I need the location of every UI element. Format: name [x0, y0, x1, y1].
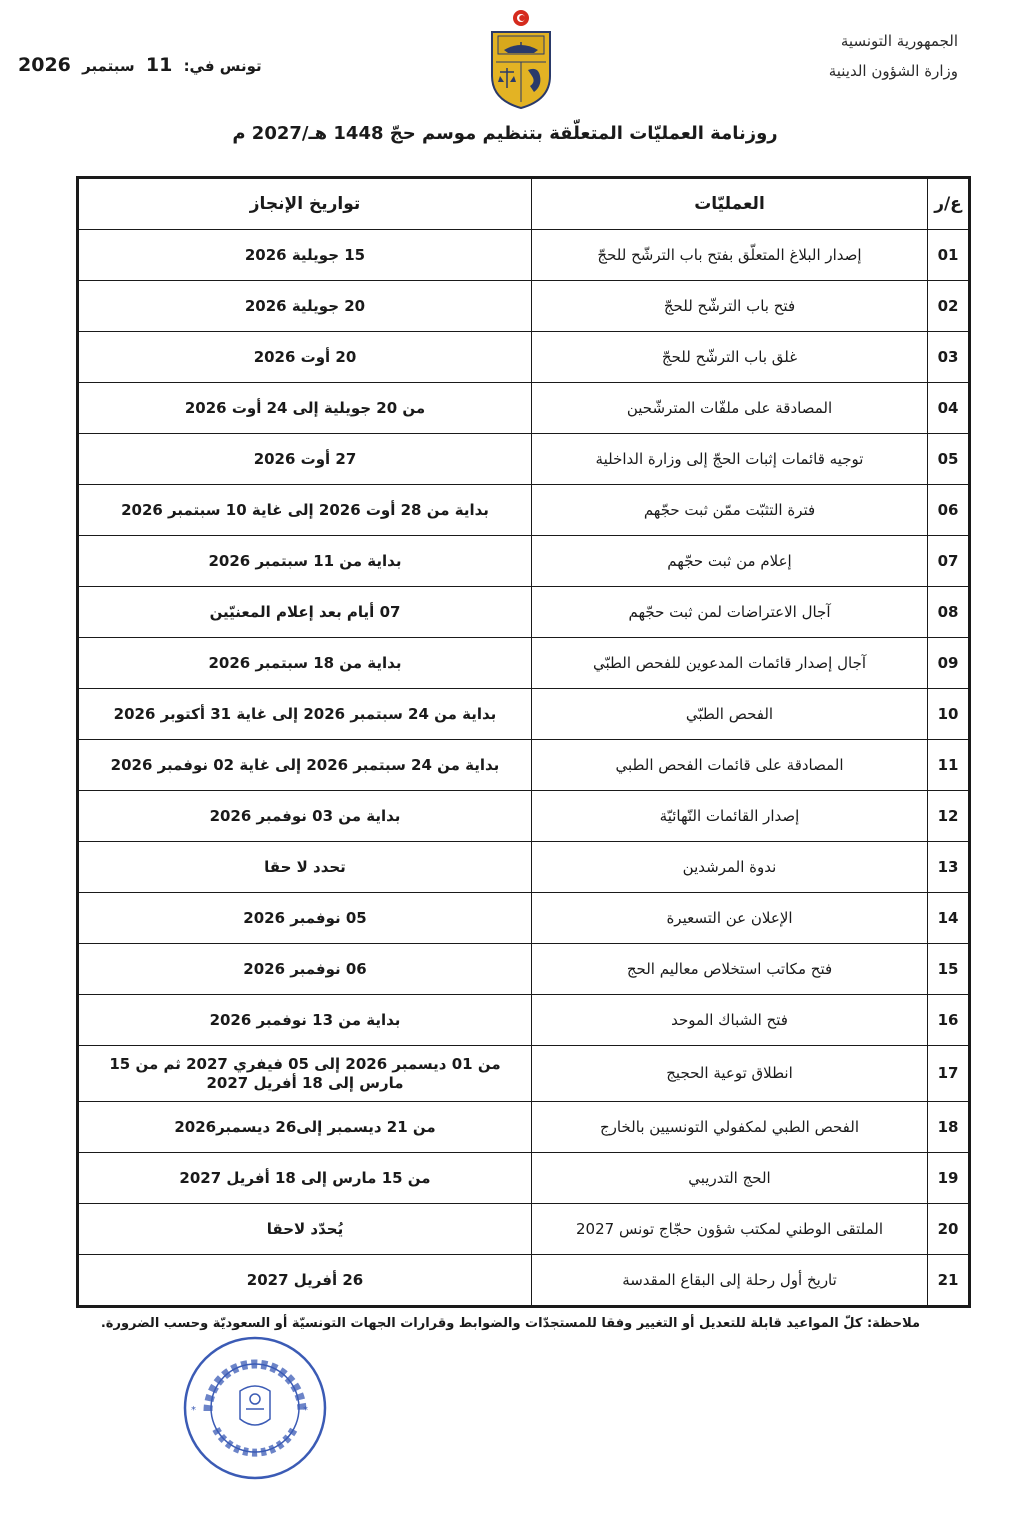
row-number: 03 — [928, 332, 970, 383]
row-number: 20 — [928, 1204, 970, 1255]
operations-calendar-table — [76, 176, 971, 1308]
row-dates: بداية من 24 سبتمبر 2026 إلى غاية 02 نوفمبر 2026 — [78, 740, 532, 791]
table-row — [78, 383, 970, 434]
row-number: 01 — [928, 230, 970, 281]
row-number: 04 — [928, 383, 970, 434]
row-operation: إصدار القائمات النّهائيّة — [532, 791, 928, 842]
row-dates: 05 نوفمبر 2026 — [78, 893, 532, 944]
row-dates: 07 أيام بعد إعلام المعنيّين — [78, 587, 532, 638]
row-operation: فتح الشباك الموحد — [532, 995, 928, 1046]
date-day: 11 — [145, 54, 173, 76]
row-dates: بداية من 18 سبتمبر 2026 — [78, 638, 532, 689]
row-operation: توجيه قائمات إثبات الحجّ إلى وزارة الداخلية — [532, 434, 928, 485]
table-row — [78, 1102, 970, 1153]
row-dates: بداية من 24 سبتمبر 2026 إلى غاية 31 أكتوبر 2026 — [78, 689, 532, 740]
date-year: 2026 — [18, 54, 71, 76]
table-row — [78, 944, 970, 995]
country-name: الجمهورية التونسية — [840, 32, 958, 50]
row-operation: إصدار البلاغ المتعلّق بفتح باب الترشّح للحجّ — [532, 230, 928, 281]
document-date — [12, 54, 262, 76]
row-operation: الفحص الطبي لمكفولي التونسيين بالخارج — [532, 1102, 928, 1153]
row-dates: من 20 جويلية إلى 24 أوت 2026 — [78, 383, 532, 434]
row-operation: آجال إصدار قائمات المدعوين للفحص الطبّي — [532, 638, 928, 689]
row-number: 17 — [928, 1046, 970, 1102]
row-dates: بداية من 03 نوفمبر 2026 — [78, 791, 532, 842]
row-number: 07 — [928, 536, 970, 587]
row-operation: فترة التثبّت ممّن ثبت حجّهم — [532, 485, 928, 536]
row-dates: من 21 ديسمبر إلى26 ديسمبر2026 — [78, 1102, 532, 1153]
row-dates: 26 أفريل 2027 — [78, 1255, 532, 1307]
table-row — [78, 791, 970, 842]
row-operation: آجال الاعتراضات لمن ثبت حجّهم — [532, 587, 928, 638]
table-row — [78, 740, 970, 791]
table-row — [78, 893, 970, 944]
row-operation: الحج التدريبي — [532, 1153, 928, 1204]
place-label: تونس في: — [183, 57, 262, 75]
table-row — [78, 536, 970, 587]
row-number: 18 — [928, 1102, 970, 1153]
table-row — [78, 485, 970, 536]
table-row — [78, 1046, 970, 1102]
letterhead — [728, 26, 958, 86]
table-row — [78, 1255, 970, 1307]
row-number: 05 — [928, 434, 970, 485]
row-dates: 15 جويلية 2026 — [78, 230, 532, 281]
row-number: 11 — [928, 740, 970, 791]
row-number: 09 — [928, 638, 970, 689]
row-number: 15 — [928, 944, 970, 995]
table-row — [78, 281, 970, 332]
table-row — [78, 332, 970, 383]
table-row — [78, 842, 970, 893]
ministry-name: وزارة الشؤون الدينية — [828, 62, 958, 80]
table-row — [78, 587, 970, 638]
row-number: 16 — [928, 995, 970, 1046]
row-number: 21 — [928, 1255, 970, 1307]
header-operation: العمليّات — [532, 178, 928, 230]
document-title: روزنامة العمليّات المتعلّقة بتنظيم موسم حجّ 1448 هـ/2027 م — [232, 123, 778, 144]
svg-text:*: * — [191, 1405, 196, 1416]
ministry-stamp-icon — [180, 1333, 330, 1483]
row-operation: المصادقة على ملفّات المترشّحين — [532, 383, 928, 434]
row-operation: الملتقى الوطني لمكتب شؤون حجّاج تونس 2027 — [532, 1204, 928, 1255]
table-row — [78, 995, 970, 1046]
row-dates: بداية من 13 نوفمبر 2026 — [78, 995, 532, 1046]
row-operation: فتح باب الترشّح للحجّ — [532, 281, 928, 332]
row-dates: 20 جويلية 2026 — [78, 281, 532, 332]
row-operation: انطلاق توعية الحجيج — [532, 1046, 928, 1102]
row-dates: بداية من 11 سبتمبر 2026 — [78, 536, 532, 587]
row-dates: يُحدّد لاحقا — [78, 1204, 532, 1255]
row-operation: المصادقة على قائمات الفحص الطبي — [532, 740, 928, 791]
row-number: 02 — [928, 281, 970, 332]
table-row — [78, 1204, 970, 1255]
table-row — [78, 434, 970, 485]
row-dates: من 15 مارس إلى 18 أفريل 2027 — [78, 1153, 532, 1204]
row-operation: تاريخ أول رحلة إلى البقاع المقدسة — [532, 1255, 928, 1307]
table-row — [78, 1153, 970, 1204]
row-number: 14 — [928, 893, 970, 944]
row-operation: غلق باب الترشّح للحجّ — [532, 332, 928, 383]
row-number: 06 — [928, 485, 970, 536]
row-operation: الفحص الطبّي — [532, 689, 928, 740]
row-dates: 20 أوت 2026 — [78, 332, 532, 383]
row-dates: من 01 ديسمبر 2026 إلى 05 فيفري 2027 ثم من 15 مارس إلى 18 أفريل 2027 — [78, 1046, 532, 1102]
row-number: 13 — [928, 842, 970, 893]
coat-of-arms-icon — [486, 6, 556, 110]
row-dates: بداية من 28 أوت 2026 إلى غاية 10 سبتمبر 2026 — [78, 485, 532, 536]
row-dates: 06 نوفمبر 2026 — [78, 944, 532, 995]
table-row — [78, 638, 970, 689]
row-operation: ندوة المرشدين — [532, 842, 928, 893]
row-number: 12 — [928, 791, 970, 842]
row-number: 10 — [928, 689, 970, 740]
row-operation: فتح مكاتب استخلاص معاليم الحج — [532, 944, 928, 995]
date-month: سبتمبر — [82, 57, 135, 75]
header-num: ع/ر — [928, 178, 970, 230]
table-row — [78, 230, 970, 281]
row-operation: الإعلان عن التسعيرة — [532, 893, 928, 944]
svg-text:*: * — [303, 1405, 308, 1416]
row-number: 08 — [928, 587, 970, 638]
row-dates: 27 أوت 2026 — [78, 434, 532, 485]
footnote: ملاحظة: كلّ المواعيد قابلة للتعديل أو التغيير وفقا للمستجدّات والضوابط وقرارات الجهات التونسيّة أو السعوديّة وحسب الضرورة. — [100, 1316, 920, 1331]
row-operation: إعلام من ثبت حجّهم — [532, 536, 928, 587]
table-row — [78, 689, 970, 740]
row-number: 19 — [928, 1153, 970, 1204]
table-header-row — [78, 178, 970, 230]
header-dates: تواريخ الإنجاز — [78, 178, 532, 230]
row-dates: تحدد لا حقا — [78, 842, 532, 893]
